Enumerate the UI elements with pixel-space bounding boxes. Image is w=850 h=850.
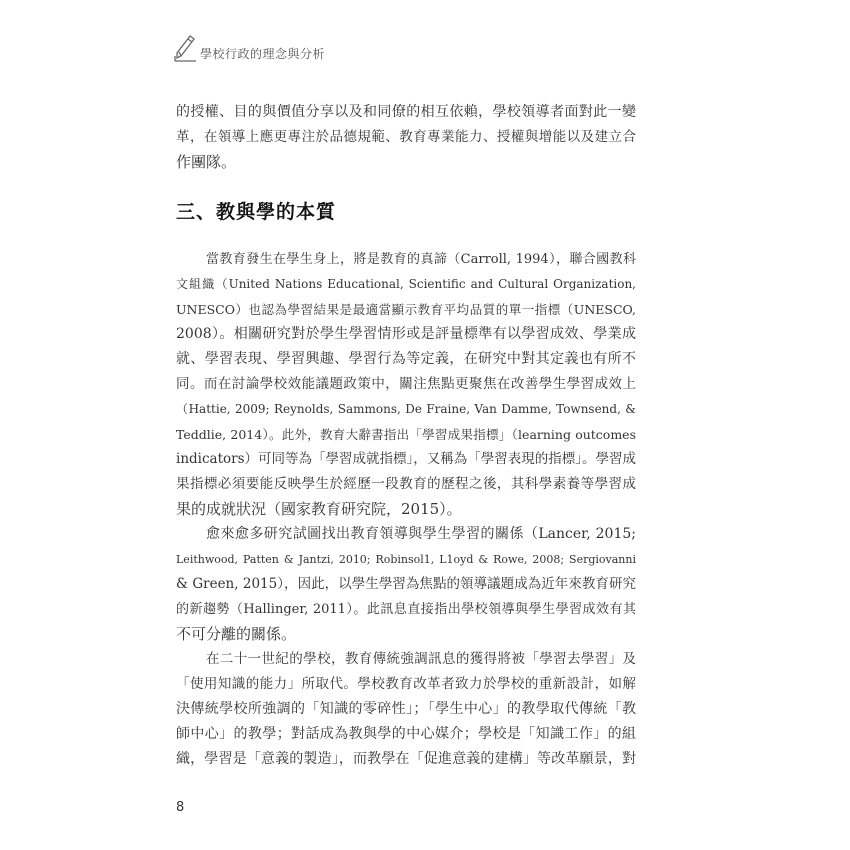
text-line: Leithwood, Patten & Jantzi, 2010; Robinsol1, L1oyd & Rowe, 2008; Sergiovanni (176, 553, 636, 566)
running-header (172, 34, 325, 64)
text-line: & Green, 2015），因此，以學生學習為焦點的領導議題成為近年來教育研究 (176, 576, 636, 592)
text-line: 決傳統學校所強調的「知識的零碎性」；「學生中心」的教學取代傳統「教 (176, 701, 636, 717)
text-line: 織，學習是「意義的製造」，而教學在「促進意義的建構」等改革願景，對 (176, 751, 636, 767)
running-header-title: 學校行政的理念與分析 (200, 46, 326, 61)
text-line: 2008）。相關研究對於學生學習情形或是評量標準有以學習成效、學業成 (176, 326, 636, 342)
text-line: 在二十一世紀的學校，教育傳統強調訊息的獲得將被「學習去學習」及 (206, 651, 636, 667)
text-line: 革，在領導上應更專注於品德規範、教育專業能力、授權與增能以及建立合 (176, 129, 636, 145)
text-line: 不可分離的關係。 (176, 625, 297, 643)
pencil-icon (172, 34, 198, 64)
text-line: 當教育發生在學生身上，將是教育的真諦（Carroll, 1994），聯合國教科 (206, 252, 636, 267)
text-line: 的授權、目的與價值分享以及和同僚的相互依賴，學校領導者面對此一變 (176, 104, 636, 120)
page-body (176, 100, 636, 772)
text-line: UNESCO）也認為學習結果是最適當顯示教育平均品質的單一指標（UNESCO, (176, 302, 636, 317)
paragraph (176, 522, 636, 647)
text-line: 同。而在討論學校效能議題政策中，關注焦點更聚焦在改善學生學習成效上 (176, 376, 636, 392)
text-line: 果指標必須要能反映學生於經歷一段教育的歷程之後，其科學素養等學習成 (176, 476, 636, 492)
text-line: 就、學習表現、學習興趣、學習行為等定義，在研究中對其定義也有所不 (176, 351, 636, 367)
text-line: （Hattie, 2009; Reynolds, Sammons, De Fraine, Van Damme, Townsend, & (176, 402, 636, 416)
paragraph (176, 647, 636, 772)
page-number: 8 (176, 800, 185, 815)
text-line: Teddlie, 2014）。此外，教育大辭書指出「學習成果指標」（learning outcomes (176, 427, 636, 442)
text-line: 「使用知識的能力」所取代。學校教育改革者致力於學校的重新設計，如解 (176, 676, 636, 692)
section-heading: 三、教與學的本質 (176, 201, 337, 223)
text-line: 果的成就狀況（國家教育研究院，2015）。 (176, 500, 462, 518)
text-line: 文組織（United Nations Educational, Scientific and Cultural Organization, (176, 277, 636, 291)
paragraph (176, 247, 636, 522)
text-line: 師中心」的教學；對話成為教與學的中心媒介；學校是「知識工作」的組 (176, 726, 636, 742)
text-line: indicators）可同等為「學習成就指標」，又稱為「學習表現的指標」。學習成 (176, 451, 637, 467)
text-line: 作團隊。 (176, 153, 237, 171)
text-line: 的新趨勢（Hallinger, 2011）。此訊息直接指出學校領導與學生學習成效有其 (176, 602, 636, 617)
continuation-paragraph (176, 100, 636, 175)
text-line: 愈來愈多研究試圖找出教育領導與學生學習的關係（Lancer, 2015; (206, 526, 636, 542)
